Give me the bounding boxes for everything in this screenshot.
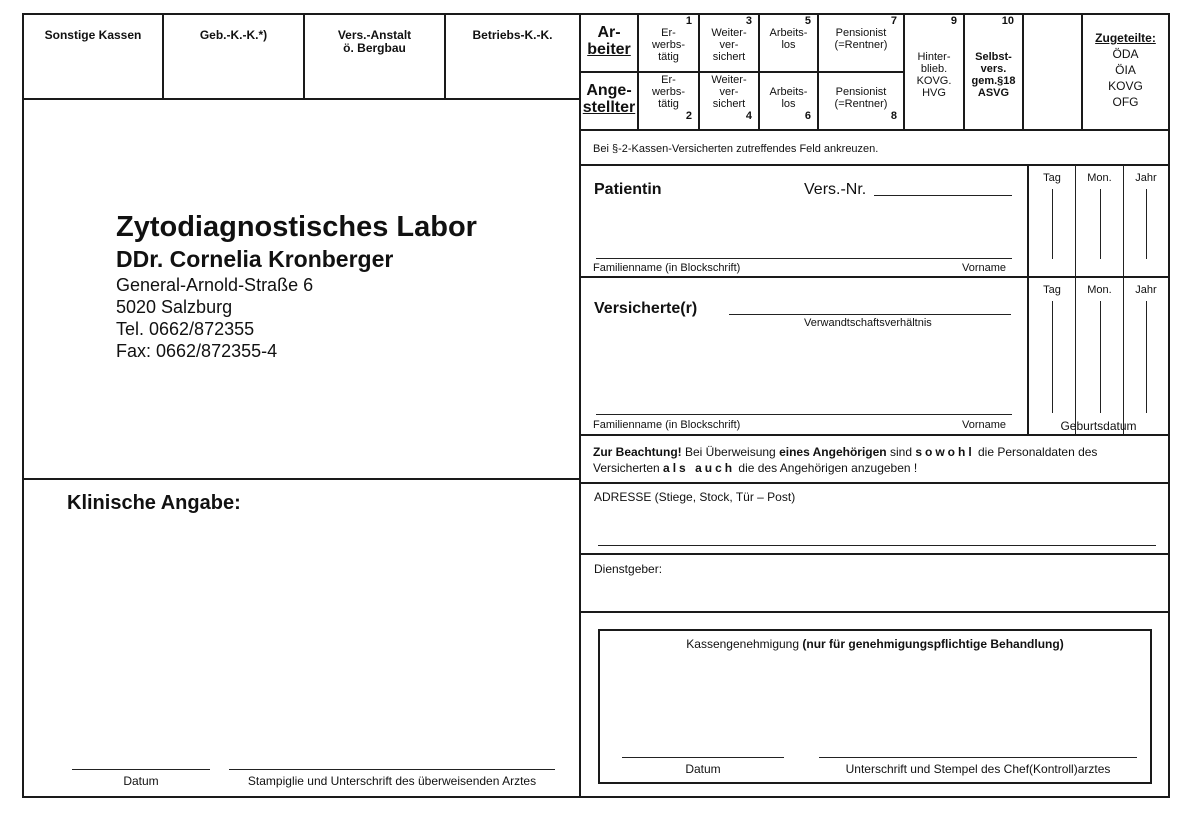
verwandtschaft-line (729, 314, 1011, 315)
zugeteilte-title: Zugeteilte: (1095, 31, 1156, 45)
patient-name-input[interactable] (596, 232, 1012, 258)
category-box-5[interactable]: 5 Arbeits- los (769, 15, 811, 51)
klinische-top-line (22, 478, 580, 480)
kassengenehmigung-title: Kassengenehmigung (nur für genehmigungspflichtige Behandlung) (686, 637, 1064, 651)
outer-border-left (22, 13, 24, 798)
versicherte-title: Versicherte(r) (594, 300, 698, 317)
patient-tag-input[interactable] (1029, 189, 1075, 273)
adresse-label: ADRESSE (Stiege, Stock, Tür – Post) (594, 490, 796, 504)
kg-datum-label: Datum (685, 762, 721, 776)
versicherte-tag-input[interactable] (1029, 301, 1075, 415)
versicherte-familienname-label: Familienname (in Blockschrift) (593, 419, 741, 431)
beachtung-bottom-line (580, 482, 1169, 484)
category-box-9[interactable]: 9 Hinter- blieb. KOVG. HVG (916, 15, 957, 99)
patient-tag-label: Tag (1043, 172, 1061, 184)
dienstgeber-bottom-line (580, 611, 1169, 613)
patient-familienname-label: Familienname (in Blockschrift) (593, 262, 741, 274)
patient-title: Patientin (594, 181, 662, 198)
betriebs-kk-label: Betriebs-K.-K. (472, 28, 553, 42)
left-header-div3 (444, 13, 446, 99)
verwandtschaft-input[interactable] (729, 295, 1011, 314)
outer-border-bottom (22, 796, 1170, 798)
adresse-line (598, 545, 1156, 546)
versicherte-jahr-input[interactable] (1125, 301, 1168, 415)
vers-anstalt-label: Vers.-Anstalt (337, 28, 412, 42)
versicherte-vorname-label: Vorname (962, 419, 1007, 431)
date-col-div1 (1075, 165, 1076, 435)
zugeteilte-oia: ÖIA (1115, 63, 1136, 77)
lab-street: General-Arnold-Straße 6 (116, 275, 314, 295)
vers-anstalt-checkbox[interactable] (305, 29, 444, 55)
category-box-6[interactable]: Arbeits- los 6 (769, 86, 811, 122)
patient-vorname-label: Vorname (962, 262, 1007, 274)
adresse-input[interactable] (598, 508, 1156, 545)
lab-name: Zytodiagnostisches Labor (116, 211, 477, 243)
patient-jahr-label: Jahr (1135, 172, 1157, 184)
patient-bottom-line (580, 276, 1169, 278)
versicherte-name-line (596, 414, 1012, 415)
beachtung-note: Zur Beachtung! Bei Überweisung eines Angehörigen sind sowohl die Personaldaten des Versicherten als auch die des Angehörigen anzugeben ! (593, 445, 1098, 475)
versicherte-mon-label: Mon. (1087, 284, 1112, 296)
geb-kk-label: Geb.-K.-K.*) (199, 28, 268, 42)
bergbau-label: ö. Bergbau (343, 41, 406, 55)
kg-unterschrift-label: Unterschrift und Stempel des Chef(Kontroll)arztes (845, 762, 1111, 776)
dienstgeber-input[interactable] (668, 560, 1158, 606)
category-box-blank[interactable] (1024, 15, 1081, 129)
patient-mon-input[interactable] (1077, 189, 1123, 273)
vers-nr-line (874, 195, 1012, 196)
patient-jahr-input[interactable] (1125, 189, 1168, 273)
left-header-div2 (303, 13, 305, 99)
kg-unterschrift-line (819, 757, 1137, 758)
left-header-div1 (162, 13, 164, 99)
sonstige-kassen-checkbox[interactable] (24, 29, 162, 42)
lab-doctor: DDr. Cornelia Kronberger (116, 246, 394, 272)
adresse-bottom-line (580, 553, 1169, 555)
versicherte-mon-input[interactable] (1077, 301, 1123, 415)
stamp-signature-line (229, 769, 555, 770)
arbeiter-label: Ar- beiter (587, 24, 631, 58)
klinische-stamp-label: Stampiglie und Unterschrift des überweisenden Arztes (247, 774, 537, 788)
category-box-4[interactable]: Weiter- ver- sichert 4 (711, 74, 752, 122)
betriebs-kk-checkbox[interactable] (446, 29, 579, 42)
lab-tel: Tel. 0662/872355 (116, 319, 255, 339)
category-box-7[interactable]: 7 Pensionist (=Rentner) (834, 15, 897, 51)
kg-datum-line (622, 757, 784, 758)
datum-signature-line (72, 769, 210, 770)
left-header-bottom (22, 98, 580, 100)
category-box-3[interactable]: 3 Weiter- ver- sichert (711, 15, 752, 63)
versicherte-tag-label: Tag (1043, 284, 1061, 296)
kassen-note-bottom (580, 164, 1169, 166)
lab-address-block (116, 210, 556, 362)
lab-city: 5020 Salzburg (116, 297, 233, 317)
patient-name-line (596, 258, 1012, 259)
date-col-div2 (1123, 165, 1124, 435)
kassengenehmigung-field[interactable] (610, 656, 1140, 754)
dienstgeber-label: Dienstgeber: (594, 562, 663, 576)
verwandtschaft-label: Verwandtschaftsverhältnis (804, 317, 932, 329)
geb-kk-checkbox[interactable] (164, 29, 303, 42)
zugeteilte-oda: ÖDA (1112, 47, 1139, 61)
klinische-angabe-field[interactable] (40, 520, 560, 760)
category-box-1[interactable]: 1 Er- werbs- tätig (651, 15, 692, 63)
lab-fax: Fax: 0662/872355-4 (116, 341, 278, 361)
kassen-note: Bei §-2-Kassen-Versicherten zutreffendes Feld ankreuzen. (593, 143, 879, 155)
zugeteilte-box[interactable] (1083, 30, 1168, 110)
category-box-2[interactable]: Er- werbs- tätig 2 (651, 74, 692, 122)
klinische-title: Klinische Angabe: (67, 492, 241, 514)
category-box-8[interactable]: Pensionist (=Rentner) 8 (834, 86, 897, 122)
vers-nr-label: Vers.-Nr. (804, 181, 867, 198)
vers-nr-input[interactable] (874, 176, 1012, 195)
category-box-10[interactable]: 10 Selbst- vers. gem.§18 ASVG (971, 15, 1016, 99)
angestellter-label: Ange- stellter (582, 82, 636, 116)
versicherte-jahr-label: Jahr (1135, 284, 1157, 296)
versicherte-name-input[interactable] (596, 388, 1012, 414)
zugeteilte-ofg: OFG (1112, 95, 1139, 109)
patient-mon-label: Mon. (1087, 172, 1112, 184)
cat-mid-line (580, 71, 904, 73)
zugeteilte-kovg: KOVG (1108, 79, 1143, 93)
klinische-datum-label: Datum (123, 774, 159, 788)
geburtsdatum-label: Geburtsdatum (1060, 419, 1137, 433)
sonstige-kassen-label: Sonstige Kassen (44, 28, 142, 42)
versicherte-bottom-line (580, 434, 1169, 436)
